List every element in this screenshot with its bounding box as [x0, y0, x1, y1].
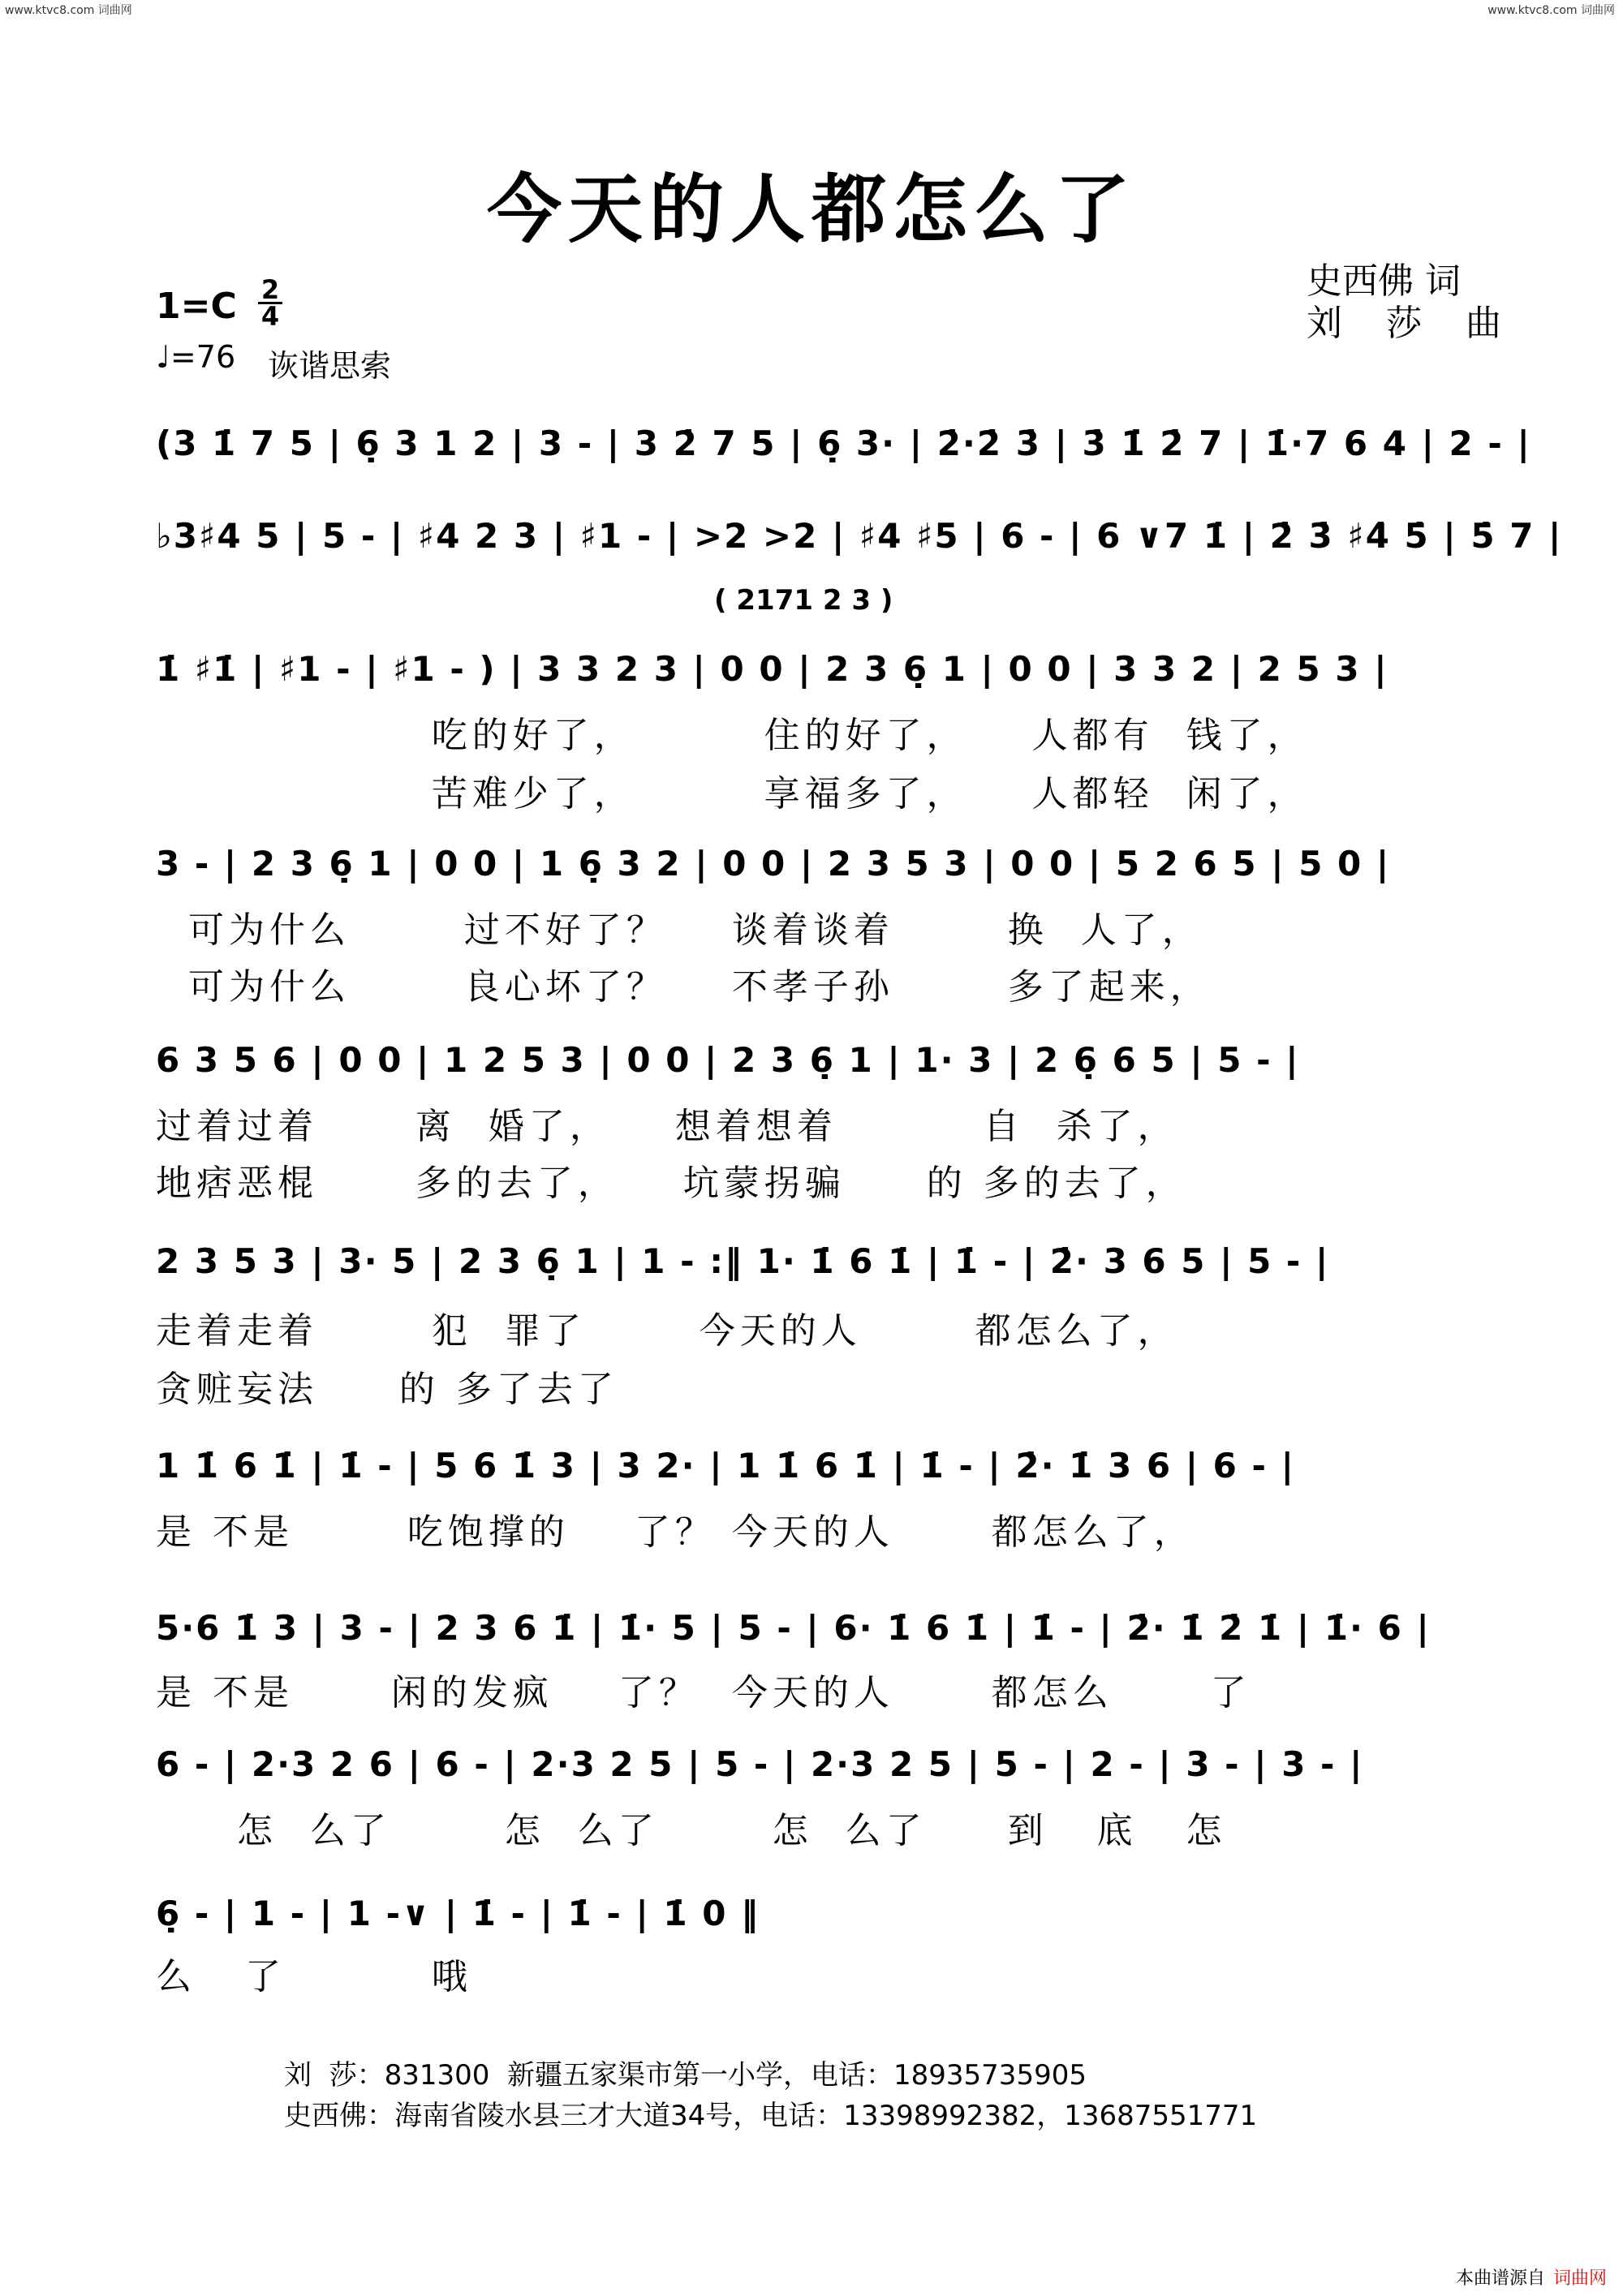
- score-line-5-lyric-2: 地痞恶棍 多的去了， 坑蒙拐骗 的 多的去了，: [156, 1163, 1186, 1204]
- score-line-4-lyric-1: 可为什么 过不好了？ 谈着谈着 换 人了，: [156, 909, 1203, 951]
- composer-credit: 刘 莎 曲: [1307, 303, 1501, 344]
- score-line-6-lyric-2: 贪赃妄法 的 多了去了: [156, 1369, 618, 1410]
- score-line-4-lyric-2: 可为什么 良心坏了？ 不孝子孙 多了起来，: [156, 966, 1211, 1008]
- time-signature-top: 2: [258, 277, 282, 304]
- time-signature-bottom: 4: [260, 301, 280, 332]
- source-site-link[interactable]: 词曲网: [1552, 2268, 1607, 2289]
- contact-lyricist: 史西佛：海南省陵水县三才大道34号，电话：13398992382，13687551771: [284, 2100, 1258, 2132]
- score-line-3-lyric-2: 苦难少了， 享福多了， 人都轻 闲了，: [156, 773, 1308, 815]
- score-line-9-notes: 6 - | 2·3 2 6 | 6 - | 2·3 2 5 | 5 - | 2·3 2 5 | 5 - | 2 - | 3 - | 3 - |: [156, 1744, 1364, 1784]
- score-line-1-notes: (3 1̇ 7 5 | 6̣ 3 1 2 | 3 - | 3 2̇ 7 5 | 6̣ 3· | 2̇·2̇ 3̇ | 3̇ 1̇ 2̇ 7 | 1̇·7 6 4 | 2 - |: [156, 424, 1531, 463]
- score-line-2-notes: ♭3♯4 5 | 5 - | ♯4 2 3 | ♯1 - | >2 >2 | ♯4 ♯5 | 6 - | 6 ∨7 1̇ | 2̇ 3̇ ♯4̇ 5̇ | 5̇ 7 |: [156, 516, 1563, 556]
- score-line-9-lyric-1: 怎 么了 怎 么了 怎 么了 到 底 怎: [156, 1810, 1227, 1851]
- score-line-4-notes: 3 - | 2 3 6̣ 1 | 0 0 | 1 6̣ 3 2 | 0 0 | 2 3 5 3 | 0 0 | 5 2 6 5 | 5 0 |: [156, 844, 1391, 884]
- source-credit: [1456, 2264, 1607, 2290]
- key-signature: 1=C: [156, 286, 237, 327]
- score-line-3-lyric-1: 吃的好了， 住的好了， 人都有 钱了，: [156, 715, 1308, 756]
- score-line-8-lyric-1: 是 不是 闲的发疯 了？ 今天的人 都怎么 了: [156, 1672, 1251, 1713]
- score-line-5-lyric-1: 过着过着 离 婚了， 想着想着 自 杀了，: [156, 1106, 1178, 1147]
- watermark-left: www.ktvc8.com 词曲网: [5, 4, 132, 17]
- source-label: 本曲谱源自: [1455, 2268, 1545, 2289]
- song-title: 今天的人都怎么了: [486, 166, 1136, 253]
- score-line-10-lyric-1: 么 了 哦: [156, 1956, 472, 1997]
- contact-composer: 刘 莎：831300 新疆五家渠市第一小学，电话：18935735905: [284, 2059, 1087, 2092]
- score-line-5-notes: 6 3 5 6 | 0 0 | 1 2 5 3 | 0 0 | 2 3 6̣ 1 | 1· 3 | 2 6̣ 6 5 | 5 - |: [156, 1040, 1300, 1080]
- score-line-3-notes: 1̇ ♯1̇ | ♯1 - | ♯1 - ) | 3 3 2 3 | 0 0 | 2 3 6̣ 1 | 0 0 | 3 3 2 | 2 5 3 |: [156, 649, 1388, 689]
- time-signature: [258, 274, 282, 332]
- lyricist-credit: 史西佛 词: [1307, 260, 1461, 302]
- watermark-right: www.ktvc8.com 词曲网: [1487, 4, 1615, 17]
- score-line-10-notes: 6̣ - | 1 - | 1 -∨ | 1̇ - | 1̇ - | 1̇ 0 ‖: [156, 1894, 760, 1933]
- score-line-8-notes: 5·6 1̇ 3 | 3 - | 2 3 6 1̇ | 1̇· 5 | 5 - | 6· 1̇ 6 1̇ | 1̇ - | 2̇· 1̇ 2̇ 1̇ | 1̇· 6 |: [156, 1608, 1431, 1648]
- score-line-7-lyric-1: 是 不是 吃饱撑的 了？ 今天的人 都怎么了，: [156, 1511, 1195, 1553]
- alternate-phrase: ( 2171 2 3 ): [714, 584, 893, 617]
- score-line-6-notes: 2 3 5 3 | 3· 5 | 2 3 6̣ 1 | 1 - :‖ 1· 1̇ 6 1̇ | 1̇ - | 2̇· 3 6 5 | 5 - |: [156, 1241, 1330, 1281]
- score-line-6-lyric-1: 走着走着 犯 罪了 今天的人 都怎么了，: [156, 1310, 1178, 1352]
- expression-marking: 诙谐思索: [268, 348, 392, 384]
- score-line-7-notes: 1 1̇ 6 1̇ | 1̇ - | 5 6 1̇ 3 | 3 2· | 1 1̇ 6 1̇ | 1̇ - | 2̇· 1̇ 3 6 | 6 - |: [156, 1446, 1295, 1486]
- tempo-marking: ♩=76: [156, 339, 236, 375]
